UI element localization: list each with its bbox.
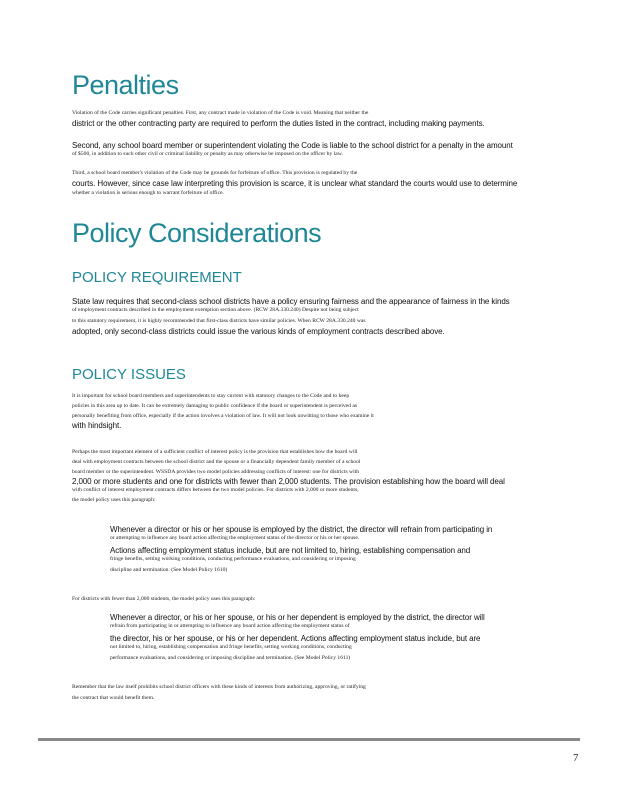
model-policy-1611-quote [110,612,542,662]
penalties-paragraph-3 [72,170,550,197]
text-line: the director, his or her spouse, or his or her dependent. Actions affecting employment status include, but are [110,634,481,643]
text-line: fringe benefits, setting working conditions, conducting performance evaluations, and considering or imposing [110,556,356,562]
text-line: not limited to, hiring, establishing compensation and fringe benefits, setting working conditions, conducting [110,644,352,650]
text-line: State law requires that second-class school districts have a policy ensuring fairness and the appearance of fairness in the kinds [72,297,510,306]
text-line: Whenever a director, or his or her spouse, or his or her dependent is employed by the district, the director will [110,613,485,622]
model-policy-1610-quote [110,524,542,574]
footer-rule [38,738,580,741]
text-line: the contract that would benefit them. [72,695,155,701]
text-line: For districts with fewer than 2,000 students, the model policy uses this paragraph: [72,596,256,602]
page-number: 7 [573,752,579,764]
text-line: refrain from participating in or attempting to influence any board action affecting the employment status of [110,623,350,629]
text-line: discipline and termination. (See Model Policy 1610) [110,567,228,573]
text-line: of $500, in addition to such other civil or criminal liability or penalty as may otherwise be imposed on the officer by law. [72,151,343,157]
text-line: adopted, only second-class districts could issue the various kinds of employment contracts described above. [72,327,445,336]
text-line: of employment contracts described in the employment exemption section above. (RCW 28A.330.240) Despite not being subject [72,307,359,313]
policy-issues-paragraph-2 [72,449,550,504]
penalties-paragraph-1 [72,110,550,129]
text-line: the model policy uses this paragraph: [72,497,156,503]
text-line: Perhaps the most important element of a sufficient conflict of interest policy is the provision that establishes how the board will [72,449,358,455]
text-line: to this statutory requirement, it is highly recommended that first-class districts have similar policies. When RCW 28A.330.240 was [72,318,366,324]
policy-requirement-paragraph [72,296,550,337]
penalties-paragraph-2 [72,140,550,158]
policy-issues-heading: POLICY ISSUES [72,366,186,383]
text-line: deal with employment contracts between the school district and the spouse or a financially dependent family member of a school [72,459,361,465]
text-line: courts. However, since case law interpreting this provision is scarce, it is unclear what standard the courts would use to determine [72,179,518,188]
policy-issues-paragraph-3 [72,596,550,603]
text-line: or attempting to influence any board action affecting the employment status of the director or his or her spouse. [110,535,360,541]
text-line: Third, a school board member's violation of the Code may be grounds for forfeiture of office. This provision is regulated by the [72,170,358,176]
policy-issues-paragraph-1 [72,393,550,431]
text-line: Remember that the law itself prohibits school district officers with these kinds of interests from authorizing, approving, or ratifying [72,684,366,690]
policy-issues-paragraph-4 [72,684,550,702]
text-line: 2,000 or more students and one for districts with fewer than 2,000 students. The provision establishing how the board will deal [72,477,505,486]
text-line: district or the other contracting party are required to perform the duties listed in the contract, including making payments. [72,119,485,128]
text-line: personally benefiting from office, especially if the action involves a violation of law. It will not look unwitting to those who examine it [72,413,374,419]
text-line: Whenever a director or his or her spouse is employed by the district, the director will refrain from participating in [110,525,493,534]
text-line: policies in this area up to date. It can be extremely damaging to public confidence if the board or superintendent is perceived as [72,403,358,409]
text-line: Violation of the Code carries significant penalties. First, any contract made in violation of the Code is void. Meaning that neither the [72,110,369,116]
text-line: It is important for school board members and superintendents to stay current with statutory changes to the Code and to keep [72,393,350,399]
text-line: Second, any school board member or superintendent violating the Code is liable to the school district for a penalty in the amount [72,141,513,150]
text-line: with conflict of interest employment contracts differs between the two model policies. For districts with 2,000 or more students, [72,487,359,493]
policy-requirement-heading: POLICY REQUIREMENT [72,269,242,286]
text-line: with hindsight. [72,421,122,430]
text-line: board member or the superintendent. WSSDA provides two model policies addressing conflicts of interest: one for districts with [72,469,359,475]
penalties-heading: Penalties [72,70,179,100]
text-line: performance evaluations, and considering or imposing discipline and termination. (See Model Policy 1611) [110,655,351,661]
policy-considerations-heading: Policy Considerations [72,218,322,248]
text-line: Actions affecting employment status include, but are not limited to, hiring, establishing compensation and [110,546,471,555]
text-line: whether a violation is serious enough to warrant forfeiture of office. [72,190,224,196]
